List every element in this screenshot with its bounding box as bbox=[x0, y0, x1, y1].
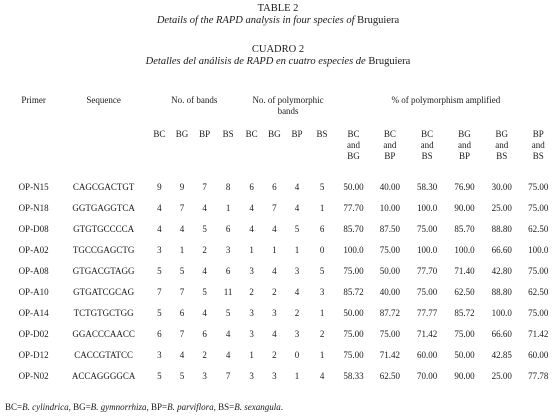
pct-cell: 100.0 bbox=[528, 245, 549, 255]
bands-cell: 5 bbox=[225, 308, 231, 318]
sequence-cell: GGTGAGGTCA bbox=[72, 203, 135, 213]
primer-header: Primer bbox=[21, 95, 46, 105]
pct-cell: 75.00 bbox=[417, 224, 438, 234]
pct-cell: 42.85 bbox=[491, 350, 512, 360]
pct-cell: 60.00 bbox=[528, 350, 549, 360]
poly-cell: 4 bbox=[294, 287, 300, 297]
bands-col-header: BS bbox=[222, 129, 234, 139]
bands-col-header: BC bbox=[153, 129, 166, 139]
pct-cell: 62.50 bbox=[379, 371, 400, 381]
table-row bbox=[8, 177, 556, 198]
footnote-abbr: BG= bbox=[73, 402, 91, 412]
poly-cell: 3 bbox=[249, 308, 254, 318]
table-title-en bbox=[0, 15, 556, 27]
bands-cell: 4 bbox=[179, 224, 185, 234]
footnote-sep: , bbox=[213, 402, 219, 412]
primer-cell: OP-D08 bbox=[18, 224, 49, 234]
bands-cell: 8 bbox=[225, 182, 231, 192]
footnote-abbr: BC= bbox=[5, 402, 23, 412]
bands-cell: 9 bbox=[157, 182, 162, 192]
table-row bbox=[8, 219, 556, 240]
pct-cell: 85.70 bbox=[454, 224, 475, 234]
bands-cell: 4 bbox=[157, 203, 162, 213]
poly-cell: 4 bbox=[249, 203, 254, 213]
primer-cell: OP-N18 bbox=[18, 203, 49, 213]
pct-cell: 77.77 bbox=[417, 308, 438, 318]
pct-cell: 62.50 bbox=[528, 287, 549, 297]
table-row bbox=[8, 240, 556, 261]
pct-cell: 85.70 bbox=[343, 224, 364, 234]
poly-cell: 7 bbox=[272, 203, 277, 213]
table-row bbox=[8, 366, 556, 387]
bands-col-header: BG bbox=[175, 129, 189, 139]
table-label-en: TABLE 2 bbox=[257, 3, 299, 14]
species-footnote bbox=[5, 402, 283, 412]
pct-col-header: BP and BS bbox=[531, 129, 545, 161]
title-text: Details of the RAPD analysis in four species of bbox=[156, 15, 355, 26]
poly-cell: 6 bbox=[319, 224, 325, 234]
poly-cell: 2 bbox=[249, 287, 254, 297]
pct-cell: 25.00 bbox=[491, 371, 512, 381]
bands-cell: 6 bbox=[157, 329, 162, 339]
footnote-sep: . bbox=[280, 402, 283, 412]
poly-cell: 4 bbox=[319, 371, 325, 381]
pct-cell: 71.40 bbox=[454, 266, 475, 276]
bands-cell: 5 bbox=[157, 371, 162, 381]
pct-cell: 62.50 bbox=[454, 287, 475, 297]
footnote-sep: , bbox=[146, 402, 152, 412]
poly-col-header: BS bbox=[316, 129, 328, 139]
table-row bbox=[8, 303, 556, 324]
poly-cell: 1 bbox=[272, 245, 277, 255]
poly-cell: 2 bbox=[272, 287, 277, 297]
pct-cell: 30.00 bbox=[491, 182, 512, 192]
table-row bbox=[8, 261, 556, 282]
bands-cell: 7 bbox=[157, 287, 162, 297]
pct-cell: 75.00 bbox=[343, 329, 364, 339]
bands-cell: 6 bbox=[225, 224, 231, 234]
pct-col-header: BC and BS bbox=[420, 129, 434, 161]
primer-cell: OP-A10 bbox=[18, 287, 49, 297]
pct-cell: 100.0 bbox=[491, 308, 512, 318]
primer-cell: OP-A14 bbox=[18, 308, 49, 318]
poly-cell: 4 bbox=[272, 329, 277, 339]
pct-cell: 75.00 bbox=[528, 308, 549, 318]
bands-cell: 5 bbox=[202, 287, 207, 297]
bands-cell: 9 bbox=[179, 182, 185, 192]
pct-cell: 100.0 bbox=[417, 203, 438, 213]
pct-header: % of polymorphism amplified bbox=[391, 95, 501, 105]
poly-cell: 3 bbox=[294, 329, 300, 339]
table-row bbox=[8, 282, 556, 303]
poly-cell: 3 bbox=[319, 287, 325, 297]
pct-cell: 70.00 bbox=[417, 371, 438, 381]
pct-cell: 87.72 bbox=[379, 308, 400, 318]
bands-cell: 5 bbox=[157, 308, 162, 318]
poly-cell: 0 bbox=[319, 245, 325, 255]
pct-cell: 62.50 bbox=[528, 224, 549, 234]
poly-cell: 3 bbox=[272, 308, 277, 318]
bands-cell: 11 bbox=[223, 287, 233, 297]
primer-cell: OP-A08 bbox=[18, 266, 49, 276]
pct-cell: 40.00 bbox=[379, 287, 400, 297]
pct-cell: 100.0 bbox=[454, 245, 475, 255]
poly-cell: 1 bbox=[319, 308, 325, 318]
sequence-cell: TGCCGAGCTG bbox=[72, 245, 135, 255]
table-label-es: CUADRO 2 bbox=[251, 44, 305, 55]
bands-cell: 3 bbox=[157, 350, 162, 360]
poly-cell: 5 bbox=[319, 266, 325, 276]
bands-cell: 7 bbox=[179, 287, 185, 297]
poly-col-header: BP bbox=[291, 129, 303, 139]
bands-cell: 7 bbox=[179, 329, 185, 339]
pct-cell: 50.00 bbox=[343, 182, 364, 192]
bands-cell: 1 bbox=[225, 203, 231, 213]
table-row bbox=[8, 198, 556, 219]
footnote-abbr: BP= bbox=[151, 402, 168, 412]
pct-cell: 87.50 bbox=[379, 224, 400, 234]
footnote-species: B. gymnorrhiza bbox=[90, 402, 147, 412]
primer-cell: OP-A02 bbox=[18, 245, 49, 255]
pct-cell: 42.80 bbox=[491, 266, 512, 276]
footnote-species: B. cylindrica bbox=[22, 402, 69, 412]
poly-cell: 0 bbox=[294, 350, 300, 360]
bands-cell: 3 bbox=[225, 245, 231, 255]
footnote-species: B. parviflora bbox=[167, 402, 214, 412]
sequence-cell: GTGTGCCCCA bbox=[73, 224, 135, 234]
bands-cell: 7 bbox=[202, 182, 207, 192]
bands-cell: 6 bbox=[202, 329, 207, 339]
genus-name: Bruguiera bbox=[368, 56, 411, 67]
poly-cell: 5 bbox=[319, 182, 325, 192]
pct-cell: 75.00 bbox=[343, 266, 364, 276]
pct-cell: 60.00 bbox=[417, 350, 438, 360]
bands-cell: 7 bbox=[179, 203, 185, 213]
poly-cell: 1 bbox=[249, 245, 254, 255]
pct-cell: 66.60 bbox=[491, 329, 512, 339]
pct-cell: 66.60 bbox=[491, 245, 512, 255]
bands-cell: 3 bbox=[157, 245, 162, 255]
poly-cell: 4 bbox=[272, 266, 277, 276]
pct-cell: 88.80 bbox=[491, 224, 512, 234]
pct-cell: 100.0 bbox=[417, 245, 438, 255]
poly-cell: 3 bbox=[294, 266, 300, 276]
poly-cell: 1 bbox=[294, 371, 300, 381]
bands-cell: 4 bbox=[202, 308, 207, 318]
bands-cell: 5 bbox=[179, 266, 185, 276]
pct-cell: 50.00 bbox=[379, 266, 400, 276]
pct-cell: 85.72 bbox=[454, 308, 475, 318]
pct-cell: 50.00 bbox=[454, 350, 475, 360]
poly-cell: 2 bbox=[272, 350, 277, 360]
bands-cell: 4 bbox=[225, 329, 231, 339]
sequence-cell: GTGACGTAGG bbox=[72, 266, 135, 276]
table-title-es bbox=[0, 56, 556, 68]
pct-cell: 75.00 bbox=[379, 329, 400, 339]
bands-cell: 2 bbox=[202, 245, 207, 255]
poly-cell: 3 bbox=[249, 371, 254, 381]
table-body bbox=[8, 177, 556, 387]
primer-cell: OP-N15 bbox=[18, 182, 49, 192]
poly-cell: 2 bbox=[294, 308, 300, 318]
poly-col-header: BC bbox=[245, 129, 258, 139]
pct-cell: 10.00 bbox=[379, 203, 400, 213]
pct-cell: 77.78 bbox=[528, 371, 549, 381]
pct-col-header: BG and BS bbox=[495, 129, 509, 161]
bands-cell: 4 bbox=[202, 203, 207, 213]
pct-cell: 71.42 bbox=[379, 350, 400, 360]
pct-col-header: BC and BG bbox=[347, 129, 360, 161]
blank-cell bbox=[8, 123, 59, 167]
sequence-cell: CACCGTATCC bbox=[74, 350, 134, 360]
poly-cell: 5 bbox=[294, 224, 300, 234]
pct-cell: 58.30 bbox=[417, 182, 438, 192]
sequence-cell: ACCAGGGGCA bbox=[71, 371, 136, 381]
bands-header: No. of bands bbox=[171, 95, 218, 105]
bands-cell: 4 bbox=[202, 266, 207, 276]
title-text: Detalles del análisis de RAPD en cuatro especies de bbox=[145, 56, 366, 67]
pct-cell: 71.42 bbox=[528, 329, 549, 339]
pct-cell: 88.80 bbox=[491, 287, 512, 297]
poly-cell: 4 bbox=[249, 224, 254, 234]
pct-cell: 75.00 bbox=[528, 182, 549, 192]
bands-cell: 2 bbox=[202, 350, 207, 360]
poly-cell: 3 bbox=[272, 371, 277, 381]
sequence-header: Sequence bbox=[86, 95, 121, 105]
pct-cell: 75.00 bbox=[379, 245, 400, 255]
bands-cell: 5 bbox=[157, 266, 162, 276]
pct-cell: 75.00 bbox=[528, 203, 549, 213]
primer-cell: OP-D02 bbox=[18, 329, 49, 339]
poly-cell: 3 bbox=[249, 329, 254, 339]
bands-cell: 5 bbox=[179, 371, 185, 381]
pct-cell: 75.00 bbox=[343, 350, 364, 360]
subheader-row bbox=[8, 123, 556, 167]
pct-cell: 71.42 bbox=[417, 329, 438, 339]
genus-name: Bruguiera bbox=[357, 15, 400, 26]
poly-cell: 2 bbox=[319, 329, 325, 339]
pct-cell: 85.72 bbox=[343, 287, 364, 297]
poly-cell: 6 bbox=[249, 182, 254, 192]
poly-cell: 1 bbox=[319, 203, 325, 213]
poly-cell: 6 bbox=[272, 182, 277, 192]
sequence-cell: TCTGTGCTGG bbox=[73, 308, 134, 318]
rapd-table bbox=[8, 93, 556, 387]
pct-cell: 75.00 bbox=[528, 266, 549, 276]
primer-cell: OP-D12 bbox=[18, 350, 49, 360]
sequence-cell: GTGATCGCAG bbox=[73, 287, 135, 297]
bands-cell: 6 bbox=[225, 266, 231, 276]
pct-cell: 90.00 bbox=[454, 371, 475, 381]
pct-cell: 75.00 bbox=[454, 329, 475, 339]
pct-cell: 40.00 bbox=[379, 182, 400, 192]
pct-cell: 77.70 bbox=[417, 266, 438, 276]
bands-cell: 6 bbox=[179, 308, 185, 318]
footnote-abbr: BS= bbox=[218, 402, 235, 412]
pct-cell: 76.90 bbox=[454, 182, 475, 192]
poly-cell: 3 bbox=[249, 266, 254, 276]
poly-cell: 4 bbox=[294, 182, 300, 192]
poly-bands-header: No. of polymorphic bands bbox=[252, 95, 324, 116]
poly-cell: 1 bbox=[319, 350, 325, 360]
poly-cell: 4 bbox=[272, 224, 277, 234]
pct-col-header: BG and BP bbox=[457, 129, 471, 161]
pct-cell: 50.00 bbox=[343, 308, 364, 318]
pct-cell: 58.33 bbox=[343, 371, 364, 381]
bands-col-header: BP bbox=[199, 129, 211, 139]
pct-cell: 75.00 bbox=[417, 287, 438, 297]
table-row bbox=[8, 345, 556, 366]
pct-cell: 77.70 bbox=[343, 203, 364, 213]
bands-cell: 1 bbox=[179, 245, 185, 255]
poly-cell: 1 bbox=[294, 245, 300, 255]
pct-col-header: BC and BP bbox=[383, 129, 397, 161]
pct-cell: 25.00 bbox=[491, 203, 512, 213]
blank-cell bbox=[59, 123, 148, 167]
bands-cell: 3 bbox=[202, 371, 207, 381]
footnote-species: B. sexangula bbox=[234, 402, 281, 412]
poly-cell: 4 bbox=[294, 203, 300, 213]
poly-col-header: BG bbox=[268, 129, 281, 139]
bands-cell: 4 bbox=[179, 350, 185, 360]
sequence-cell: CAGCGACTGT bbox=[72, 182, 135, 192]
bands-cell: 7 bbox=[225, 371, 231, 381]
bands-cell: 5 bbox=[202, 224, 207, 234]
bands-cell: 4 bbox=[225, 350, 231, 360]
footnote-sep: , bbox=[68, 402, 74, 412]
table-header bbox=[8, 93, 556, 177]
primer-cell: OP-N02 bbox=[18, 371, 49, 381]
sequence-cell: GGACCCAACC bbox=[72, 329, 135, 339]
poly-cell: 1 bbox=[249, 350, 254, 360]
pct-cell: 100.0 bbox=[343, 245, 364, 255]
pct-cell: 90.00 bbox=[454, 203, 475, 213]
table-row bbox=[8, 324, 556, 345]
bands-cell: 4 bbox=[157, 224, 162, 234]
